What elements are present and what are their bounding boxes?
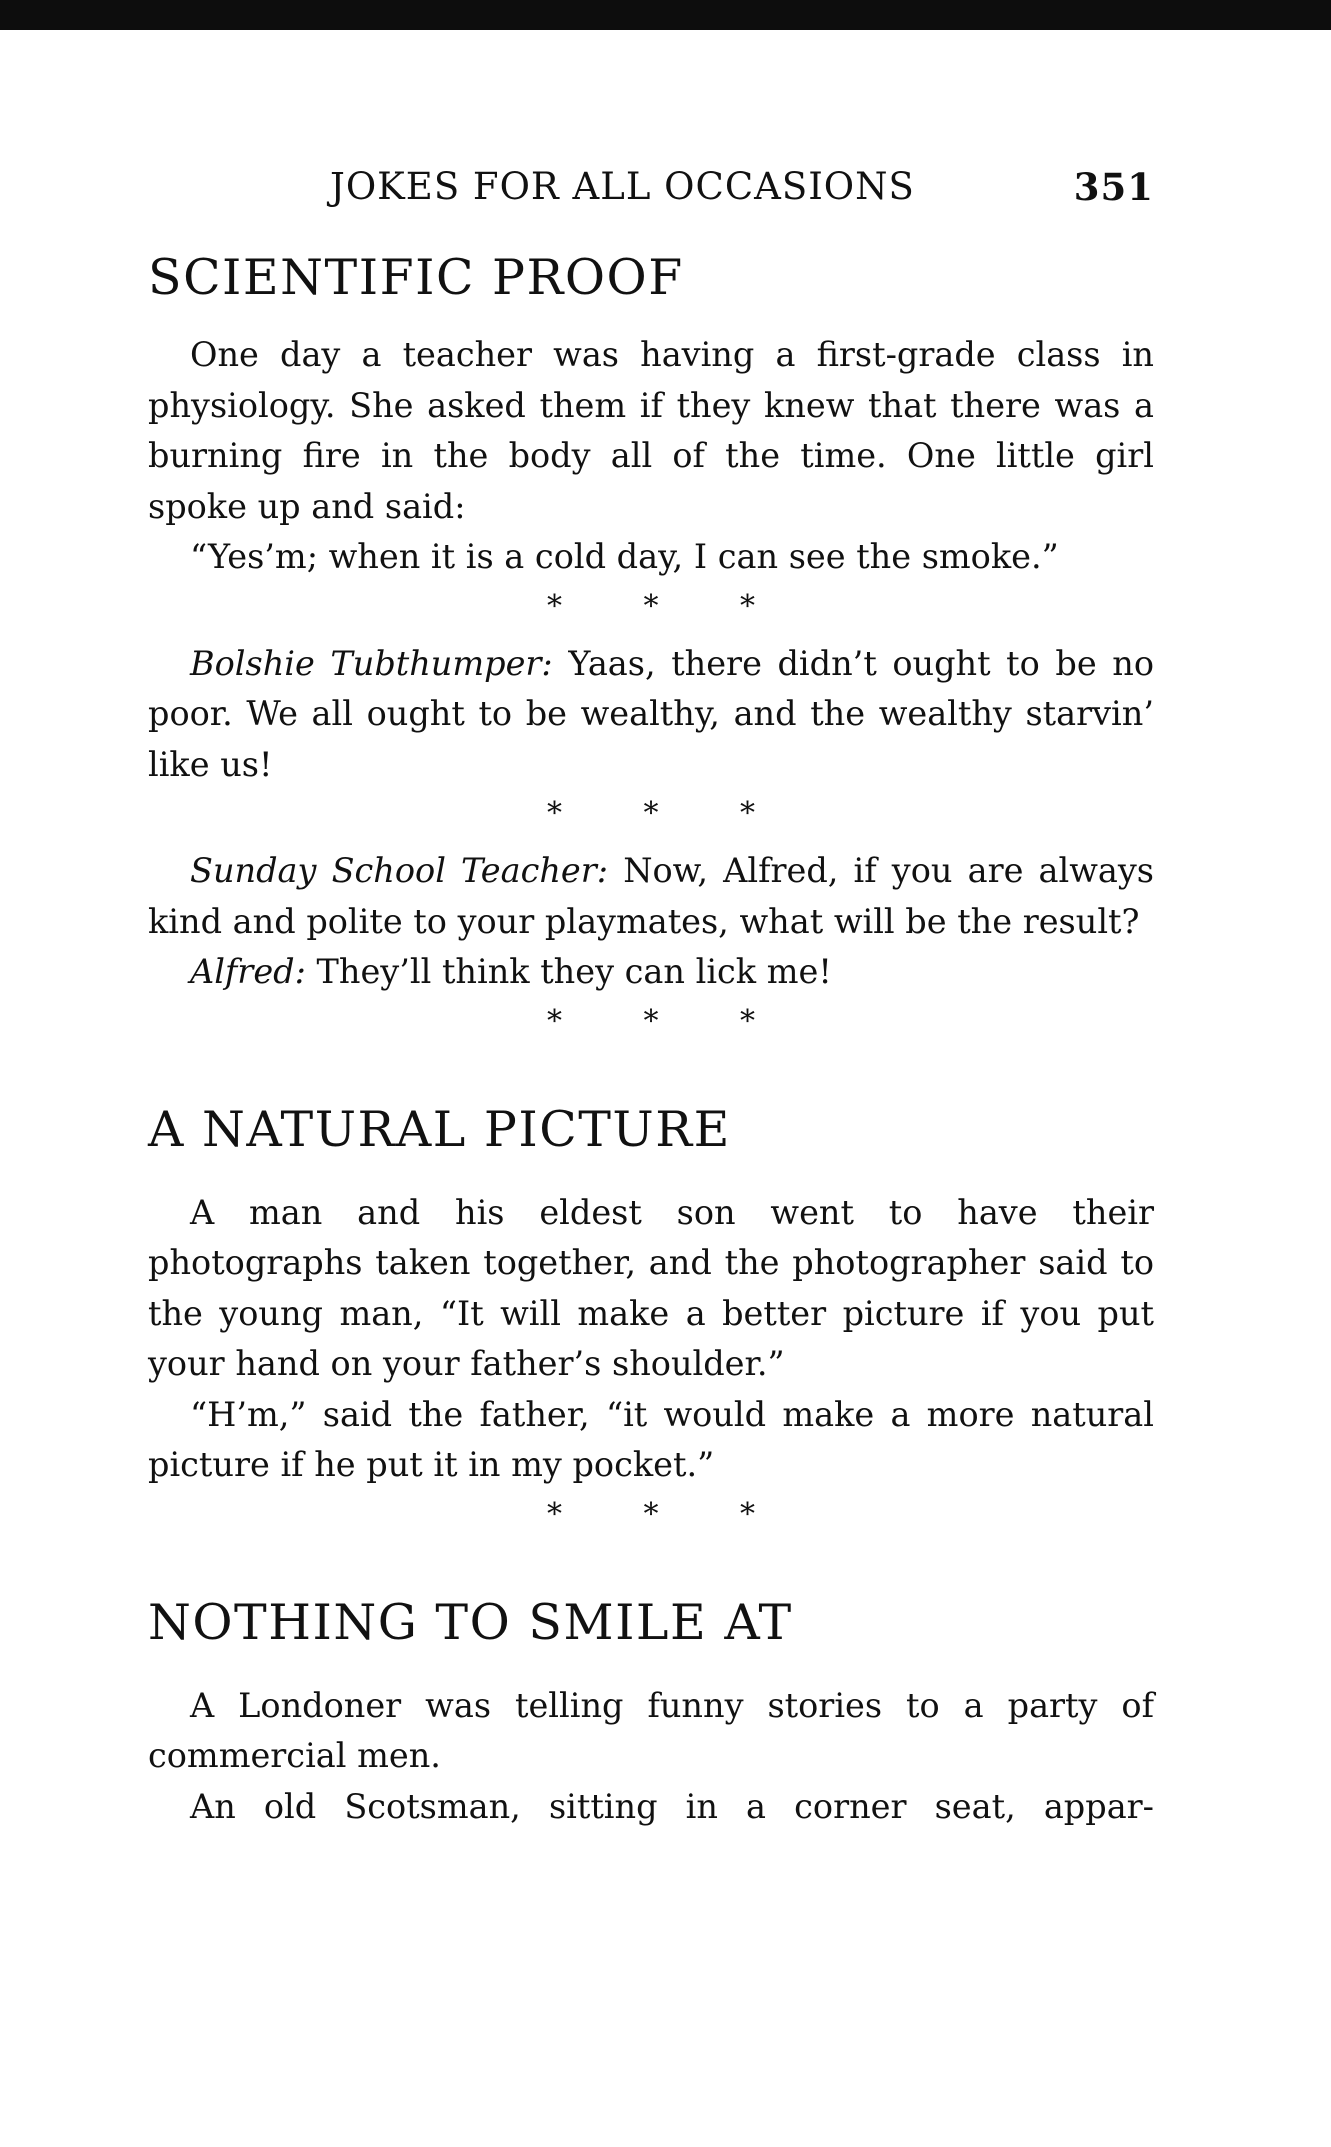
paragraph: “H’m,” said the father, “it would make a more natural picture if he put it in my pocket.” [148,1394,1154,1484]
dialogue-text: Yaas, there didn’t ought to be no poor. We all ought to be wealthy, and the wealthy starvin’ like us! [148,643,1154,784]
speaker-name: Bolshie Tubthumper: [190,643,553,683]
speaker-name: Alfred: [190,952,306,991]
paragraph: “Yes’m; when it is a cold day, I can see the smoke.” [190,537,1059,576]
page-number: 351 [1073,165,1154,209]
separator: * * * [546,1496,792,1532]
scan-border [0,0,1331,30]
running-head [148,150,1154,230]
separator: * * * [546,588,792,624]
dialogue-line [148,947,1154,998]
joke-nothing-to-smile-at [148,1593,1154,1833]
section-heading: SCIENTIFIC PROOF [148,249,684,306]
dialogue-line [148,639,1154,791]
section-heading: NOTHING TO SMILE AT [148,1593,793,1651]
dialogue-line [148,846,1154,947]
separator: * * * [546,1003,792,1039]
speaker-name: Sunday School Teacher: [190,851,609,890]
dialogue-text: They’ll think they can lick me! [316,952,832,991]
paragraph: One day a teacher was having a first-grade class in physiology. She asked them if they knew that there was a burning fire in the body all of the time. One little girl spoke up and said: [148,335,1154,526]
book-page [148,150,1154,1832]
paragraph: A man and his eldest son went to have their photographs taken together, and the photographer said to the young man, “It will make a better picture if you put your hand on your father’s shoulder.” [148,1192,1154,1383]
running-title: JOKES FOR ALL OCCASIONS [330,165,915,208]
dialogue-text: Now, Alfred, if you are always kind and polite to your playmates, what will be the result? [148,851,1154,941]
joke-scientific-proof [148,248,1154,583]
joke-natural-picture [148,1100,1154,1491]
separator: * * * [546,796,792,831]
section-heading: A NATURAL PICTURE [148,1100,731,1158]
joke-bolshie [148,639,1154,791]
paragraph: An old Scotsman, sitting in a corner seat, appar- [190,1786,1154,1826]
paragraph: A Londoner was telling funny stories to a party of commercial men. [148,1685,1154,1775]
joke-sunday-school [148,846,1154,998]
